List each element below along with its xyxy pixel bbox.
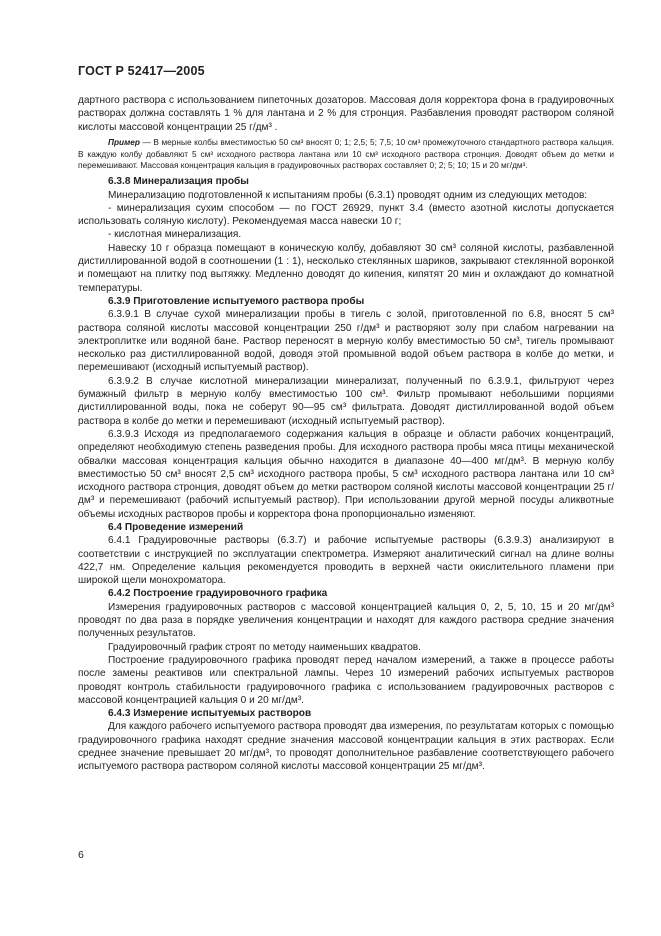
example-label: Пример bbox=[108, 136, 140, 147]
page-number: 6 bbox=[78, 849, 84, 861]
document-header: ГОСТ Р 52417—2005 bbox=[78, 64, 205, 78]
list-item-acid: - кислотная минерализация. bbox=[108, 229, 242, 241]
example-text: — В мерные колбы вместимостью 50 см³ вносят 0; 1; 2,5; 5; 7,5; 10 см³ промежуточного стандартного раствора кальция. В каждую колбу добавляют 5 см³ исходного раствора лантана или 10 см³ исходного раствора стронция. Доводят объем до метки и перемешивают. Массовая концентрация кальция в градуировочных растворах составляет 0; 2; 5; 10; 15 и 20 мг/дм³. bbox=[78, 136, 614, 171]
paragraph-sample: Навеску 10 г образца помещают в коническую колбу, добавляют 30 см³ соляной кислоты, разбавленной дистиллированной водой в соотношении (1 : 1), несколько стеклянных шариков, закрывают стеклянной воронкой и помещают на плитку под вытяжку. Медленно доводят до кипения, кипятят 20 мин и охлаждают до комнатной температуры. bbox=[78, 242, 614, 294]
paragraph-6-4-2-a: Измерения градуировочных растворов с массовой концентрацией кальция 0, 2, 5, 10, 15 и 20 мг/дм³ проводят по два раза в порядке увеличения концентрации и находят для каждого раствора средние значения полученных результатов. bbox=[78, 601, 614, 640]
list-item-dry: - минерализация сухим способом — по ГОСТ 26929, пункт 3.4 (вместо азотной кислоты допускается использовать соляную кислоту). Рекомендуемая масса навески 10 г; bbox=[78, 202, 614, 228]
heading-6-3-8: 6.3.8 Минерализация пробы bbox=[108, 176, 249, 188]
paragraph-6-3-9-1: 6.3.9.1 В случае сухой минерализации пробы в тигель с золой, приготовленной по 6.8, вносят 5 см³ раствора соляной кислоты массовой концентрации 250 г/дм³ и растворяют золу при слабом нагревании на электроплитке или водяной бане. Раствор переносят в мерную колбу вместимостью 50 см³, тигель промывают несколько раз дистиллированной водой, доводя этой промывной водой объем раствора в колбе до метки, и перемешивают (исходный испытуемый раствор). bbox=[78, 309, 614, 374]
paragraph-6-3-9-2: 6.3.9.2 В случае кислотной минерализации минерализат, полученный по 6.3.9.1, фильтруют через бумажный фильтр в мерную колбу вместимостью 100 см³. Фильтр промывают небольшими порциями дистиллированной воды, пока не соберут 90—95 см³ фильтрата. Доводят дистиллированной водой объем раствора в колбе до метки и перемешивают (исходный испытуемый раствор). bbox=[78, 375, 614, 427]
paragraph-intro: дартного раствора с использованием пипеточных дозаторов. Массовая доля корректора фона в градуировочных растворах должна составлять 1 % для лантана и 2 % для стронция. Разбавления проводят раствором соляной кислоты массовой концентрации 25 г/дм³ . bbox=[78, 95, 614, 133]
paragraph-6-4-2-b: Градуировочный график строят по методу наименьших квадратов. bbox=[108, 641, 421, 653]
paragraph-6-4-2-c: Построение градуировочного графика проводят перед началом измерений, а также в процессе работы после замены реактивов или спектральной лампы. Через 10 измерений рабочих испытуемых растворов проводят контроль стабильности градуировочного графика с использованием градуировочных растворов с массовой концентрацией кальция 0 и 20 мг/дм³. bbox=[78, 654, 614, 706]
example-note bbox=[78, 137, 614, 172]
heading-6-4-3: 6.4.3 Измерение испытуемых растворов bbox=[108, 708, 312, 720]
document-body bbox=[78, 94, 614, 774]
heading-6-4-2: 6.4.2 Построение градуировочного графика bbox=[108, 588, 328, 600]
paragraph-mineralization: Минерализацию подготовленной к испытаниям пробы (6.3.1) проводят одним из следующих методов: bbox=[108, 189, 588, 201]
heading-6-4: 6.4 Проведение измерений bbox=[108, 522, 244, 533]
paragraph-6-3-9-3: 6.3.9.3 Исходя из предполагаемого содержания кальция в образце и области рабочих концентраций, определяют необходимую степень разведения пробы. Для исходного раствора пробы мяса птицы механической обвалки массовая концентрация кальция обычно находится в диапазоне 40—400 мг/дм³. В мерную колбу вместимостью 50 см³ вносят 2,5 см³ исходного раствора пробы, 5 см³ исходного раствора лантана или 10 см³ исходного раствора стронция, доводят объем до метки раствором соляной кислоты массовой концентрации 25 г/дм³ и перемешивают (рабочий испытуемый раствор). При использовании другой мерной посуды аликвотные объемы исходных растворов пробы и корректора фона пропорционально изменяют. bbox=[78, 428, 614, 520]
heading-6-3-9: 6.3.9 Приготовление испытуемого раствора пробы bbox=[108, 295, 365, 307]
paragraph-6-4-1: 6.4.1 Градуировочные растворы (6.3.7) и рабочие испытуемые растворы (6.3.9.3) анализируют в соответствии с инструкцией по эксплуатации спектрометра. Измеряют аналитический сигнал на длине волны 422,7 нм. Определение кальция рекомендуется проводить в верхней части окислительного пламени при широкой щели монохроматора. bbox=[78, 535, 614, 587]
paragraph-6-4-3: Для каждого рабочего испытуемого раствора проводят два измерения, по результатам которых с помощью градуировочного графика находят средние значения массовой концентрации кальция в этих растворах. Если среднее значение превышает 20 мг/дм³, то проводят дополнительное разбавление соответствующего рабочего испытуемого раствора раствором соляной кислоты массовой концентрации 25 мг/дм³. bbox=[78, 721, 614, 773]
